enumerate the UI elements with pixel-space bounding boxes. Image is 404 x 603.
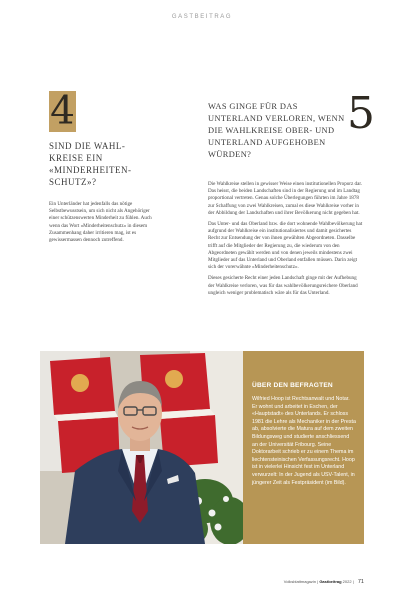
footer-year: 2022 (342, 579, 352, 584)
page-number: 71 (357, 579, 364, 585)
answer-5-paragraph: Das Unter- und das Oberland bzw. die dort wohnende Wahlbevölkerung hat aufgrund der Wahlkreise ein institutionalisiertes und damit gesichertes Recht zur Entsendung der von ihnen gewählten Abgeordneten. Dasselbe trifft auf die Mitglieder der Regierung zu, die wiederum von den Abgeordneten gewählt werden und von denen jeweils mindestens zwei Mitglieder auf das Unterland und Oberland entfallen müssen. Darin zeigt sich der vorerwähnte «Minderheitenschutz». (208, 221, 363, 271)
page-footer (284, 579, 364, 585)
section-kicker: GASTBEITRAG (171, 14, 233, 20)
question-number-5: 5 (347, 88, 375, 139)
answer-5-paragraph: Die Wahlkreise stellen in gewisser Weise einen institutionellen Proporz dar. Das heisst, die beiden Landschaften sind in der Regierung und im Landtag proportional vertreten. Genau solche Überlegungen führten im Jahre 1878 zur Schaffung von zwei Wahlkreisen, zumal es diese Wahlkreise vorher in der Abbildung der Landschaften und ihrer Bevölkerung nicht gegeben hat. (208, 181, 363, 216)
bio-title: ÜBER DEN BEFRAGTEN (252, 382, 333, 389)
footer-section: Gastbeitrag (319, 579, 342, 584)
portrait-photo (40, 351, 243, 544)
footer-separator: | (352, 579, 354, 584)
answer-5-body (208, 181, 364, 301)
question-4-heading: SIND DIE WAHLKREISE EIN «MINDERHEITENSCHUTZ»? (49, 141, 131, 187)
question-number-4: 4 (50, 89, 75, 134)
question-5-heading: WAS GINGE FÜR DAS UNTERLAND VERLOREN, WENN DIE WAHLKREISE OBER- UND UNTERLAND AUFGEHOBEN WÜRDEN? (208, 102, 345, 160)
question-number-4-box (49, 91, 76, 132)
footer-separator: | (317, 579, 319, 584)
answer-5-paragraph: Dieses gesicherte Recht einer jeden Landschaft ginge mit der Aufhebung der Wahlkreise verloren, was für das wahlbevölkerungsreichere Oberland ungleich weniger problematisch wäre als für das Unterland. (208, 275, 358, 296)
footer-magazine: Volksblattmagazin (283, 579, 317, 584)
answer-4-text: Ein Unterländer hat jedenfalls das nötige Selbstbewusstsein, um sich nicht als Angehöriger einer schützenswerten Minderheit zu fühlen. Auch wenn das Wort «Minderheitenschutz» in diesem Zusammenhang daher irritieren mag, ist es gewissermassen dennoch zutreffend. (49, 201, 152, 244)
bio-text: Wilfried Hoop ist Rechtsanwalt und Notar. Er wohnt und arbeitet in Eschen, der «Hauptstadt» des Unterlands. Er schloss 1981 die Lehre als Mechaniker in der Presta ab, absolvierte die Matura auf dem zweiten Bildungsweg und studierte anschliessend an der Universität Fribourg. Seine Doktorarbeit schrieb er zu einem Thema im liechtensteinischen Verfassungsrecht. Hoop ist in vielerlei Hinsicht fest im Unterland verwurzelt: In der Jugend als USV-Talent, in jüngerer Zeit als Festpräsident (im Bild). (252, 396, 356, 486)
bio-box (243, 351, 364, 544)
